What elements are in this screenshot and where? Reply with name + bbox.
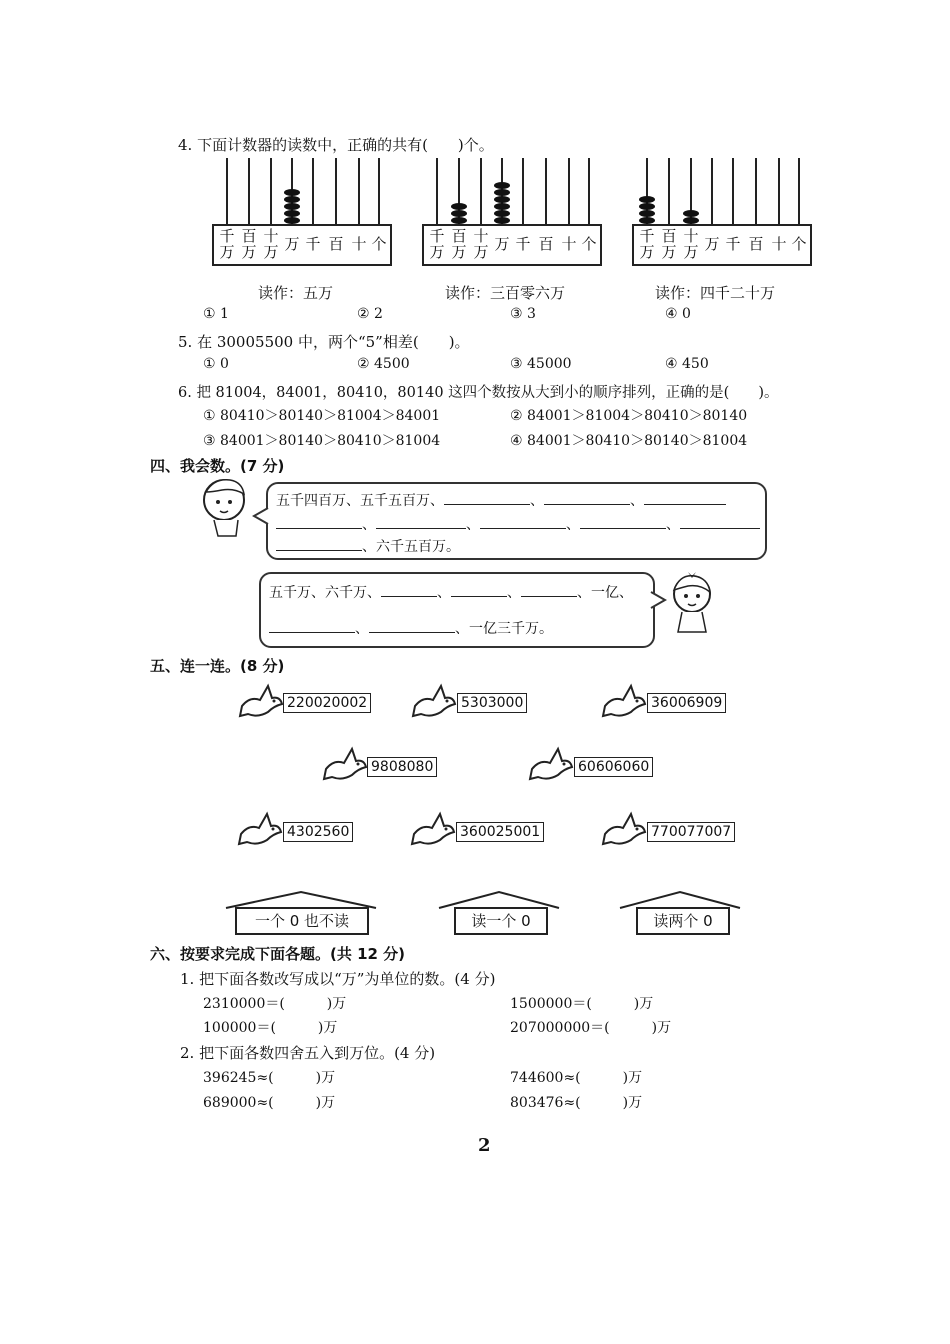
label-qian: 千 xyxy=(305,235,321,253)
label-shiwan-top: 十 xyxy=(473,227,489,245)
label-wan: 万 xyxy=(494,235,510,253)
answer-blank[interactable] xyxy=(276,536,362,551)
speech-bubble-2 xyxy=(259,572,655,648)
sep: 、 xyxy=(666,517,680,533)
sec6-p1-item[interactable]: 2310000＝( )万 xyxy=(203,996,347,1012)
answer-blank[interactable] xyxy=(544,490,630,505)
bubble2-end: 一亿三千万。 xyxy=(469,621,553,637)
label-bai: 百 xyxy=(538,235,554,253)
number-box[interactable]: 360025001 xyxy=(456,822,544,842)
sec6-part1: 1. 把下面各数改写成以“万”为单位的数。(4 分) xyxy=(180,970,496,988)
label-baiwan-top: 百 xyxy=(661,227,677,245)
sep: 、 xyxy=(362,517,376,533)
q6-stem: 6. 把 81004，84001，80410，80140 这四个数按从大到小的顺序排列，正确的是( )。 xyxy=(178,385,779,401)
bubble2-prefix: 五千万、六千万、 xyxy=(269,585,381,601)
sec6-p1-item[interactable]: 1500000＝( )万 xyxy=(510,996,654,1012)
label-wan: 万 xyxy=(284,235,300,253)
q4-option-1[interactable]: ① 1 xyxy=(203,306,229,322)
q4-option-4[interactable]: ④ 0 xyxy=(665,306,691,322)
sep: 、 xyxy=(630,493,644,509)
number-box[interactable]: 4302560 xyxy=(283,822,353,842)
q6-option-4[interactable]: ④ 84001＞80410＞80140＞81004 xyxy=(510,433,748,449)
label-shi: 十 xyxy=(561,235,577,253)
label-shiwan-bot: 万 xyxy=(263,243,279,261)
section-4-title: 四、我会数。(7 分) xyxy=(150,457,285,475)
label-shiwan-bot: 万 xyxy=(683,243,699,261)
label-baiwan-top: 百 xyxy=(241,227,257,245)
abacus-3-reading: 读作：四千二十万 xyxy=(655,284,776,302)
label-shiwan-top: 十 xyxy=(683,227,699,245)
sep: 、 xyxy=(355,621,369,637)
sep: 、 xyxy=(466,517,480,533)
q6-option-3[interactable]: ③ 84001＞80140＞80410＞81004 xyxy=(203,433,441,449)
label-qianwan-bot: 万 xyxy=(219,243,235,261)
abacus-1 xyxy=(212,158,392,266)
label-shi: 十 xyxy=(351,235,367,253)
dove-icon xyxy=(410,810,456,848)
label-shiwan-top: 十 xyxy=(263,227,279,245)
bubble2-yiyi: 一亿、 xyxy=(591,585,633,601)
answer-blank[interactable] xyxy=(451,582,507,597)
sec6-p2-item[interactable]: 689000≈( )万 xyxy=(203,1095,336,1111)
q4-option-3[interactable]: ③ 3 xyxy=(510,306,536,322)
q5-option-3[interactable]: ③ 45000 xyxy=(510,356,572,372)
dove-icon xyxy=(238,682,284,720)
q5-option-2[interactable]: ② 4500 xyxy=(357,356,410,372)
abacus-3 xyxy=(632,158,812,266)
speech-bubble-1 xyxy=(266,482,767,560)
number-box[interactable]: 60606060 xyxy=(574,757,653,777)
label-qian: 千 xyxy=(515,235,531,253)
sec6-part2: 2. 把下面各数四舍五入到万位。(4 分) xyxy=(180,1044,436,1062)
label-qianwan-bot: 万 xyxy=(639,243,655,261)
sec6-p2-item[interactable]: 744600≈( )万 xyxy=(510,1070,643,1086)
label-baiwan-bot: 万 xyxy=(451,243,467,261)
dove-icon xyxy=(411,682,457,720)
label-baiwan-bot: 万 xyxy=(241,243,257,261)
label-ge: 个 xyxy=(581,235,597,253)
abacus-2-reading: 读作：三百零六万 xyxy=(445,284,566,302)
sep: 、 xyxy=(530,493,544,509)
number-box[interactable]: 220020002 xyxy=(283,693,371,713)
dove-icon xyxy=(237,810,283,848)
section-5-title: 五、连一连。(8 分) xyxy=(150,657,285,675)
section-6-title: 六、按要求完成下面各题。(共 12 分) xyxy=(150,945,406,963)
dove-icon xyxy=(322,745,368,783)
sep: 、 xyxy=(507,585,521,601)
number-box[interactable]: 9808080 xyxy=(367,757,437,777)
answer-blank[interactable] xyxy=(269,618,355,633)
label-ge: 个 xyxy=(791,235,807,253)
number-box[interactable]: 770077007 xyxy=(647,822,735,842)
number-box[interactable]: 36006909 xyxy=(647,693,726,713)
answer-blank[interactable] xyxy=(444,490,530,505)
sec6-p1-item[interactable]: 207000000＝( )万 xyxy=(510,1020,672,1036)
bubble1-prefix: 五千四百万、五千五百万、 xyxy=(276,493,444,509)
answer-blank[interactable] xyxy=(680,514,760,529)
sep: 、 xyxy=(566,517,580,533)
label-qianwan-top: 千 xyxy=(639,227,655,245)
dove-icon xyxy=(601,682,647,720)
dove-icon xyxy=(601,810,647,848)
sec6-p2-item[interactable]: 803476≈( )万 xyxy=(510,1095,643,1111)
q6-option-2[interactable]: ② 84001＞81004＞80410＞80140 xyxy=(510,408,748,424)
label-baiwan-top: 百 xyxy=(451,227,467,245)
house-box[interactable]: 一个 0 也不读 xyxy=(235,907,369,935)
q6-option-1[interactable]: ① 80410＞80140＞81004＞84001 xyxy=(203,408,441,424)
answer-blank[interactable] xyxy=(376,514,466,529)
abacus-1-reading: 读作：五万 xyxy=(258,284,334,302)
sep: 、 xyxy=(362,539,376,555)
dove-icon xyxy=(528,745,574,783)
label-bai: 百 xyxy=(328,235,344,253)
answer-blank[interactable] xyxy=(369,618,455,633)
house-box[interactable]: 读两个 0 xyxy=(636,907,730,935)
label-qianwan-top: 千 xyxy=(219,227,235,245)
sep: 、 xyxy=(455,621,469,637)
sep: 、 xyxy=(437,585,451,601)
label-ge: 个 xyxy=(371,235,387,253)
sec6-p1-item[interactable]: 100000＝( )万 xyxy=(203,1020,338,1036)
q4-stem: 4. 下面计数器的读数中，正确的共有( )个。 xyxy=(178,136,494,154)
q5-option-1[interactable]: ① 0 xyxy=(203,356,229,372)
q4-option-2[interactable]: ② 2 xyxy=(357,306,383,322)
label-wan: 万 xyxy=(704,235,720,253)
house-box[interactable]: 读一个 0 xyxy=(454,907,548,935)
answer-blank[interactable] xyxy=(580,514,666,529)
bubble1-end: 六千五百万。 xyxy=(376,539,460,555)
label-qianwan-bot: 万 xyxy=(429,243,445,261)
label-baiwan-bot: 万 xyxy=(661,243,677,261)
answer-blank[interactable] xyxy=(644,490,726,505)
label-shi: 十 xyxy=(771,235,787,253)
label-qian: 千 xyxy=(725,235,741,253)
sep: 、 xyxy=(577,585,591,601)
sec6-p2-item[interactable]: 396245≈( )万 xyxy=(203,1070,336,1086)
page-number: 2 xyxy=(478,1135,491,1156)
girl-illustration xyxy=(664,568,720,636)
number-box[interactable]: 5303000 xyxy=(457,693,527,713)
answer-blank[interactable] xyxy=(521,582,577,597)
label-shiwan-bot: 万 xyxy=(473,243,489,261)
abacus-2 xyxy=(422,158,602,266)
answer-blank[interactable] xyxy=(480,514,566,529)
label-bai: 百 xyxy=(748,235,764,253)
label-qianwan-top: 千 xyxy=(429,227,445,245)
q5-stem: 5. 在 30005500 中，两个“5”相差( )。 xyxy=(178,333,470,351)
q5-option-4[interactable]: ④ 450 xyxy=(665,356,709,372)
answer-blank[interactable] xyxy=(276,514,362,529)
bubble-1-tail xyxy=(252,506,270,526)
answer-blank[interactable] xyxy=(381,582,437,597)
